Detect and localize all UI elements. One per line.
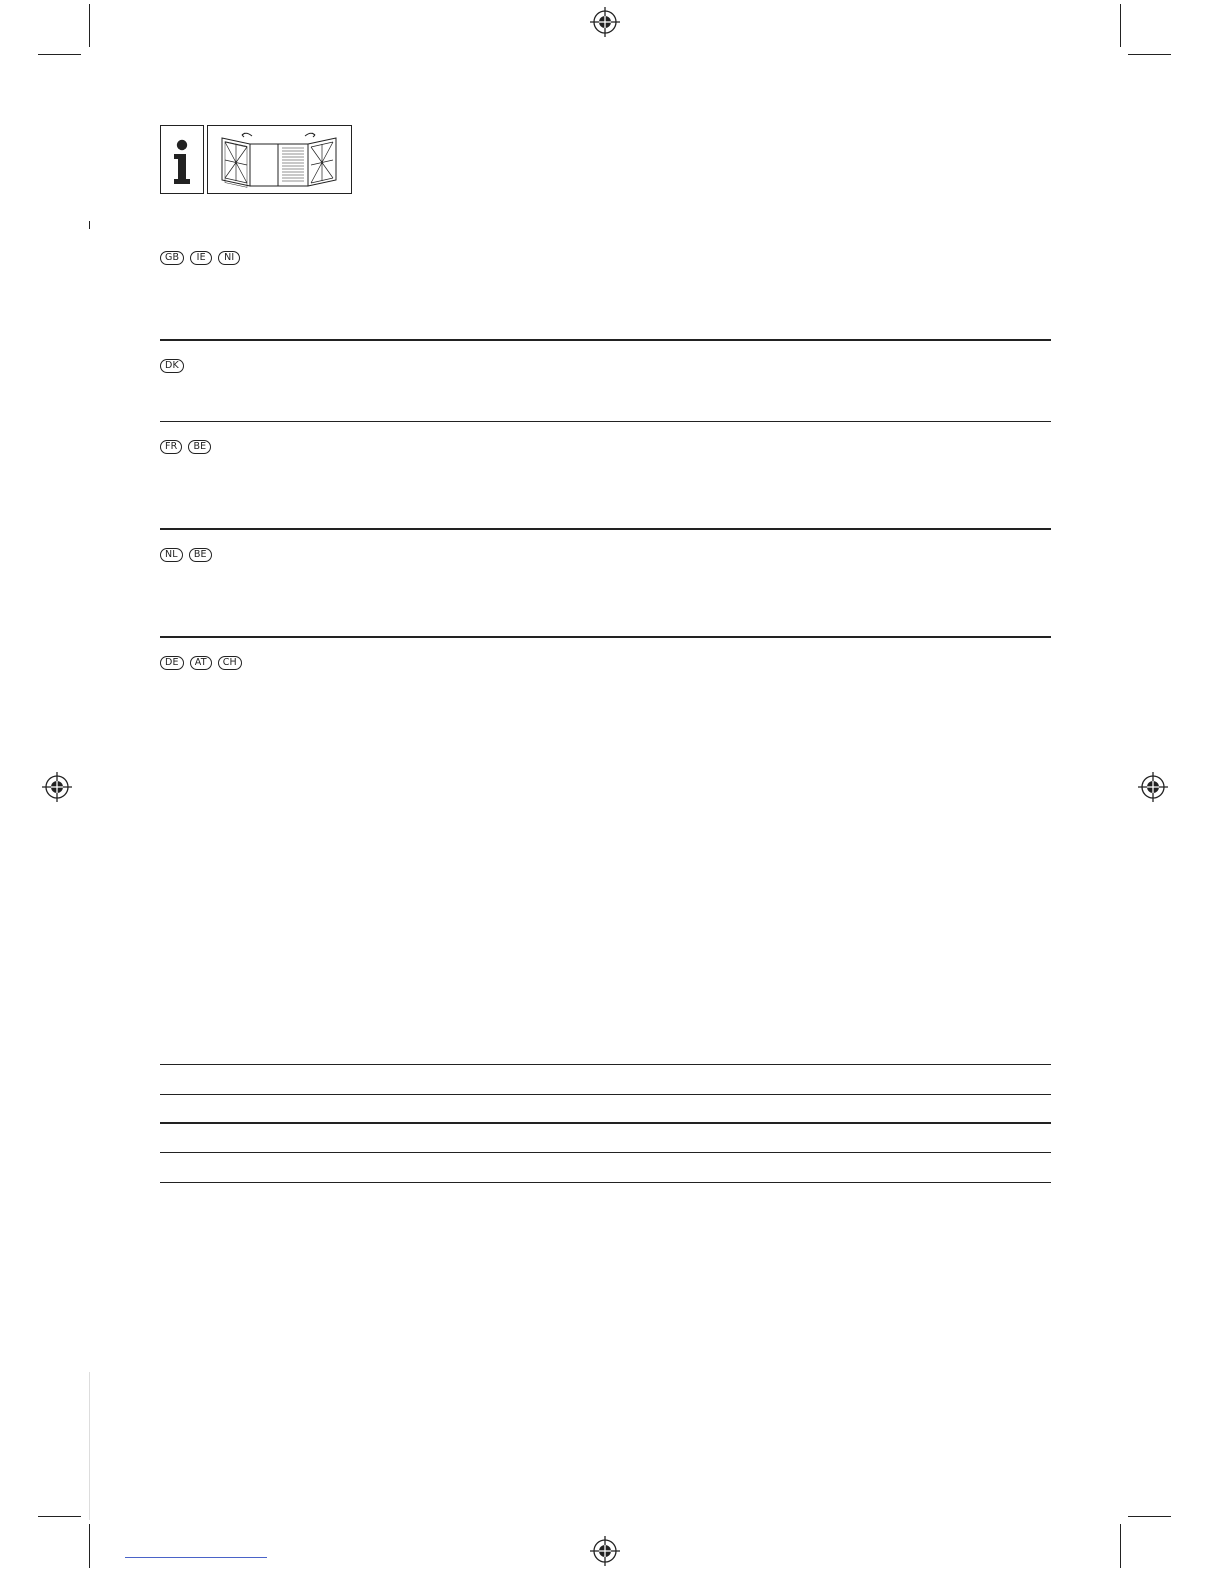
crop-mark-bottom-right-horizontal [1128,1516,1171,1517]
country-badge: GB [160,251,184,265]
registration-mark-icon [1138,772,1168,802]
country-badge: FR [160,440,182,454]
section-divider [160,339,1051,341]
info-icon [161,126,203,193]
section-divider [160,421,1051,422]
crop-mark-bottom-right-vertical [1120,1524,1121,1568]
fold-out-pages-box [207,125,352,194]
country-badges-dk [160,359,184,373]
country-badge: CH [218,656,242,670]
crop-mark-bottom-left-vertical [89,1524,90,1568]
info-icon-box [160,125,204,194]
country-badge: BE [189,548,212,562]
section-divider [160,636,1051,638]
footer-rule [160,1094,1051,1095]
country-badge: DE [160,656,184,670]
crop-mark-top-right-vertical [1120,4,1121,47]
country-badge: DK [160,359,184,373]
footer-rule [160,1182,1051,1183]
country-badges-de [160,656,242,670]
registration-mark-icon [590,1536,620,1566]
country-badge: NI [218,251,240,265]
crop-mark-bottom-left-horizontal [38,1516,81,1517]
registration-mark-icon [42,772,72,802]
country-badge: NL [160,548,183,562]
page-edge-line [89,1372,90,1520]
footer-rule [160,1122,1051,1124]
country-badges-nl [160,548,212,562]
crop-mark-top-left-horizontal [38,54,81,55]
crop-mark-top-left-vertical [89,4,90,47]
country-badge: BE [188,440,211,454]
margin-tick [89,221,90,229]
registration-mark-icon [590,7,620,37]
section-divider [160,528,1051,530]
country-badge: AT [190,656,212,670]
footer-link-underline[interactable] [125,1557,267,1558]
footer-rule [160,1152,1051,1153]
country-badges-gb [160,251,240,265]
crop-mark-top-right-horizontal [1128,54,1171,55]
fold-out-pages-icon [208,126,351,193]
footer-rule [160,1064,1051,1065]
country-badges-fr [160,440,211,454]
country-badge: IE [190,251,212,265]
